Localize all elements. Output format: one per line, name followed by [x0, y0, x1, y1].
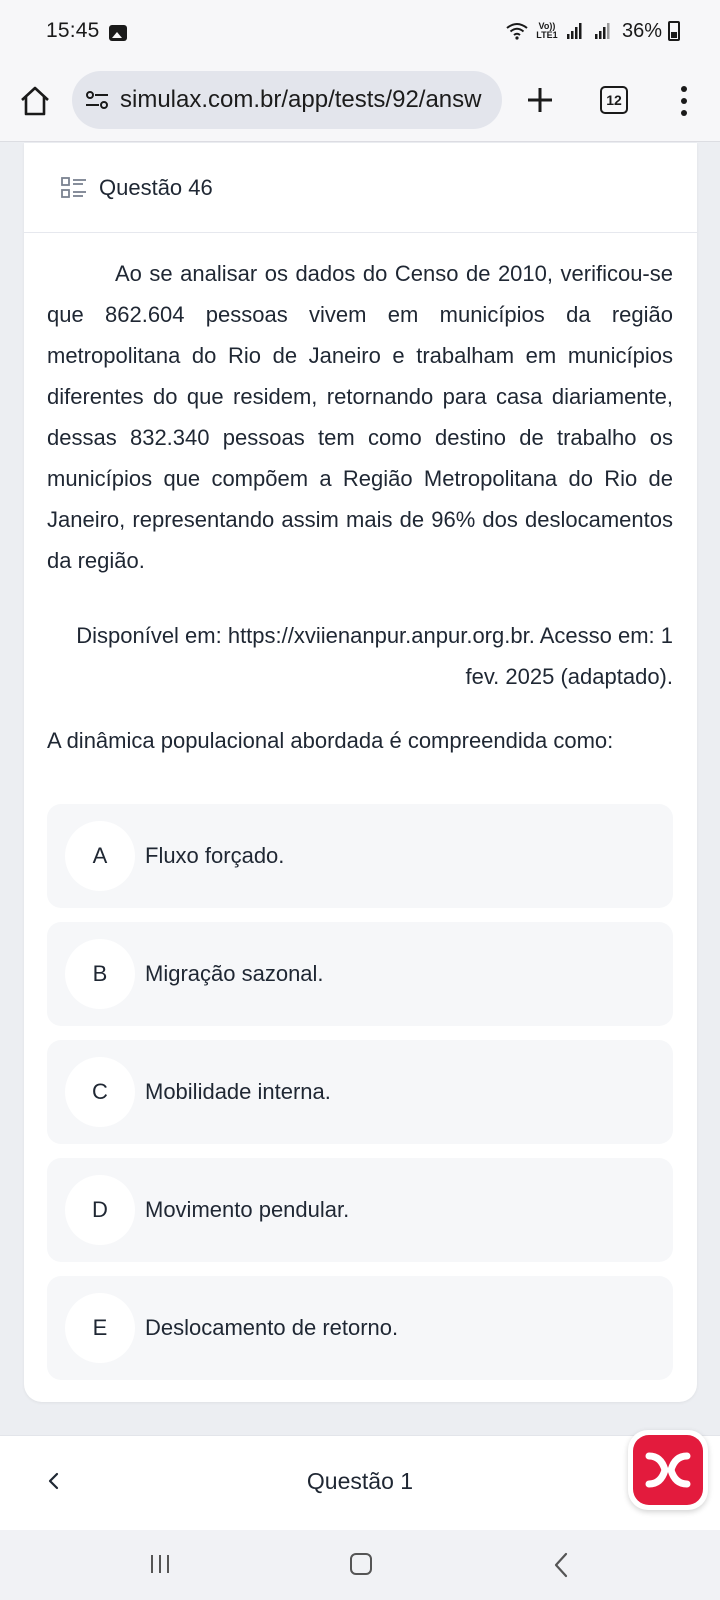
status-bar: [0, 0, 720, 62]
question-header: [24, 143, 697, 233]
system-navigation-bar: [0, 1530, 720, 1600]
battery-icon: [668, 21, 680, 41]
signal-icon-2: [594, 22, 616, 40]
option-text: Movimento pendular.: [145, 1197, 350, 1222]
option-text: Migração sazonal.: [145, 961, 324, 986]
option-text: Fluxo forçado.: [145, 843, 285, 868]
new-tab-icon[interactable]: [522, 82, 558, 118]
site-settings-icon[interactable]: [84, 88, 110, 112]
volte-indicator: Vo)) LTE1: [536, 21, 558, 40]
tab-switcher-button[interactable]: 12: [600, 86, 628, 114]
recent-apps-icon[interactable]: [148, 1552, 172, 1576]
option-e[interactable]: [47, 1276, 673, 1380]
option-letter: D: [65, 1175, 135, 1245]
question-card: [24, 143, 697, 1402]
option-a[interactable]: [47, 804, 673, 908]
answer-options: [47, 804, 673, 1394]
option-letter: B: [65, 939, 135, 1009]
browser-toolbar: [0, 62, 720, 142]
question-prompt: A dinâmica populacional abordada é compreendida como:: [47, 728, 614, 753]
url-text: simulax.com.br/app/tests/92/answ: [120, 86, 482, 113]
home-icon[interactable]: [18, 84, 52, 118]
app-logo-icon: [633, 1435, 703, 1505]
question-title: Questão 46: [99, 174, 213, 200]
option-text: Deslocamento de retorno.: [145, 1315, 399, 1340]
system-home-icon[interactable]: [350, 1553, 372, 1575]
list-icon: [61, 176, 87, 200]
option-text: Mobilidade interna.: [145, 1079, 331, 1104]
option-b[interactable]: [47, 922, 673, 1026]
system-back-icon[interactable]: [552, 1552, 570, 1578]
question-source: Disponível em: https://xviienanpur.anpur.org.br. Acesso em: 1 fev. 2025 (adaptado).: [76, 623, 673, 689]
question-navigation: [0, 1435, 720, 1530]
app-floating-button[interactable]: [628, 1430, 708, 1510]
option-letter: E: [65, 1293, 135, 1363]
more-menu-icon[interactable]: [676, 86, 692, 116]
wifi-icon: [506, 22, 528, 40]
gallery-notification-icon: [109, 25, 127, 41]
signal-icon: [566, 22, 588, 40]
status-time: 15:45: [46, 19, 100, 42]
option-d[interactable]: [47, 1158, 673, 1262]
question-passage: Ao se analisar os dados do Censo de 2010, verificou-se que 862.604 pessoas vivem em municípios da região metropolitana do Rio de Janeiro e trabalham em municípios diferentes do que residem, retornando para casa diariamente, dessas 832.340 pessoas tem como destino de trabalho os municípios que compõem a Região Metropolitana do Rio de Janeiro, representando assim mais de 96% dos deslocamentos da região.: [47, 261, 673, 573]
address-bar[interactable]: [72, 71, 502, 129]
option-letter: C: [65, 1057, 135, 1127]
status-indicators: [506, 20, 680, 43]
option-letter: A: [65, 821, 135, 891]
option-c[interactable]: [47, 1040, 673, 1144]
battery-percent: 36%: [621, 19, 662, 42]
question-selector[interactable]: Questão 1: [306, 1468, 414, 1494]
